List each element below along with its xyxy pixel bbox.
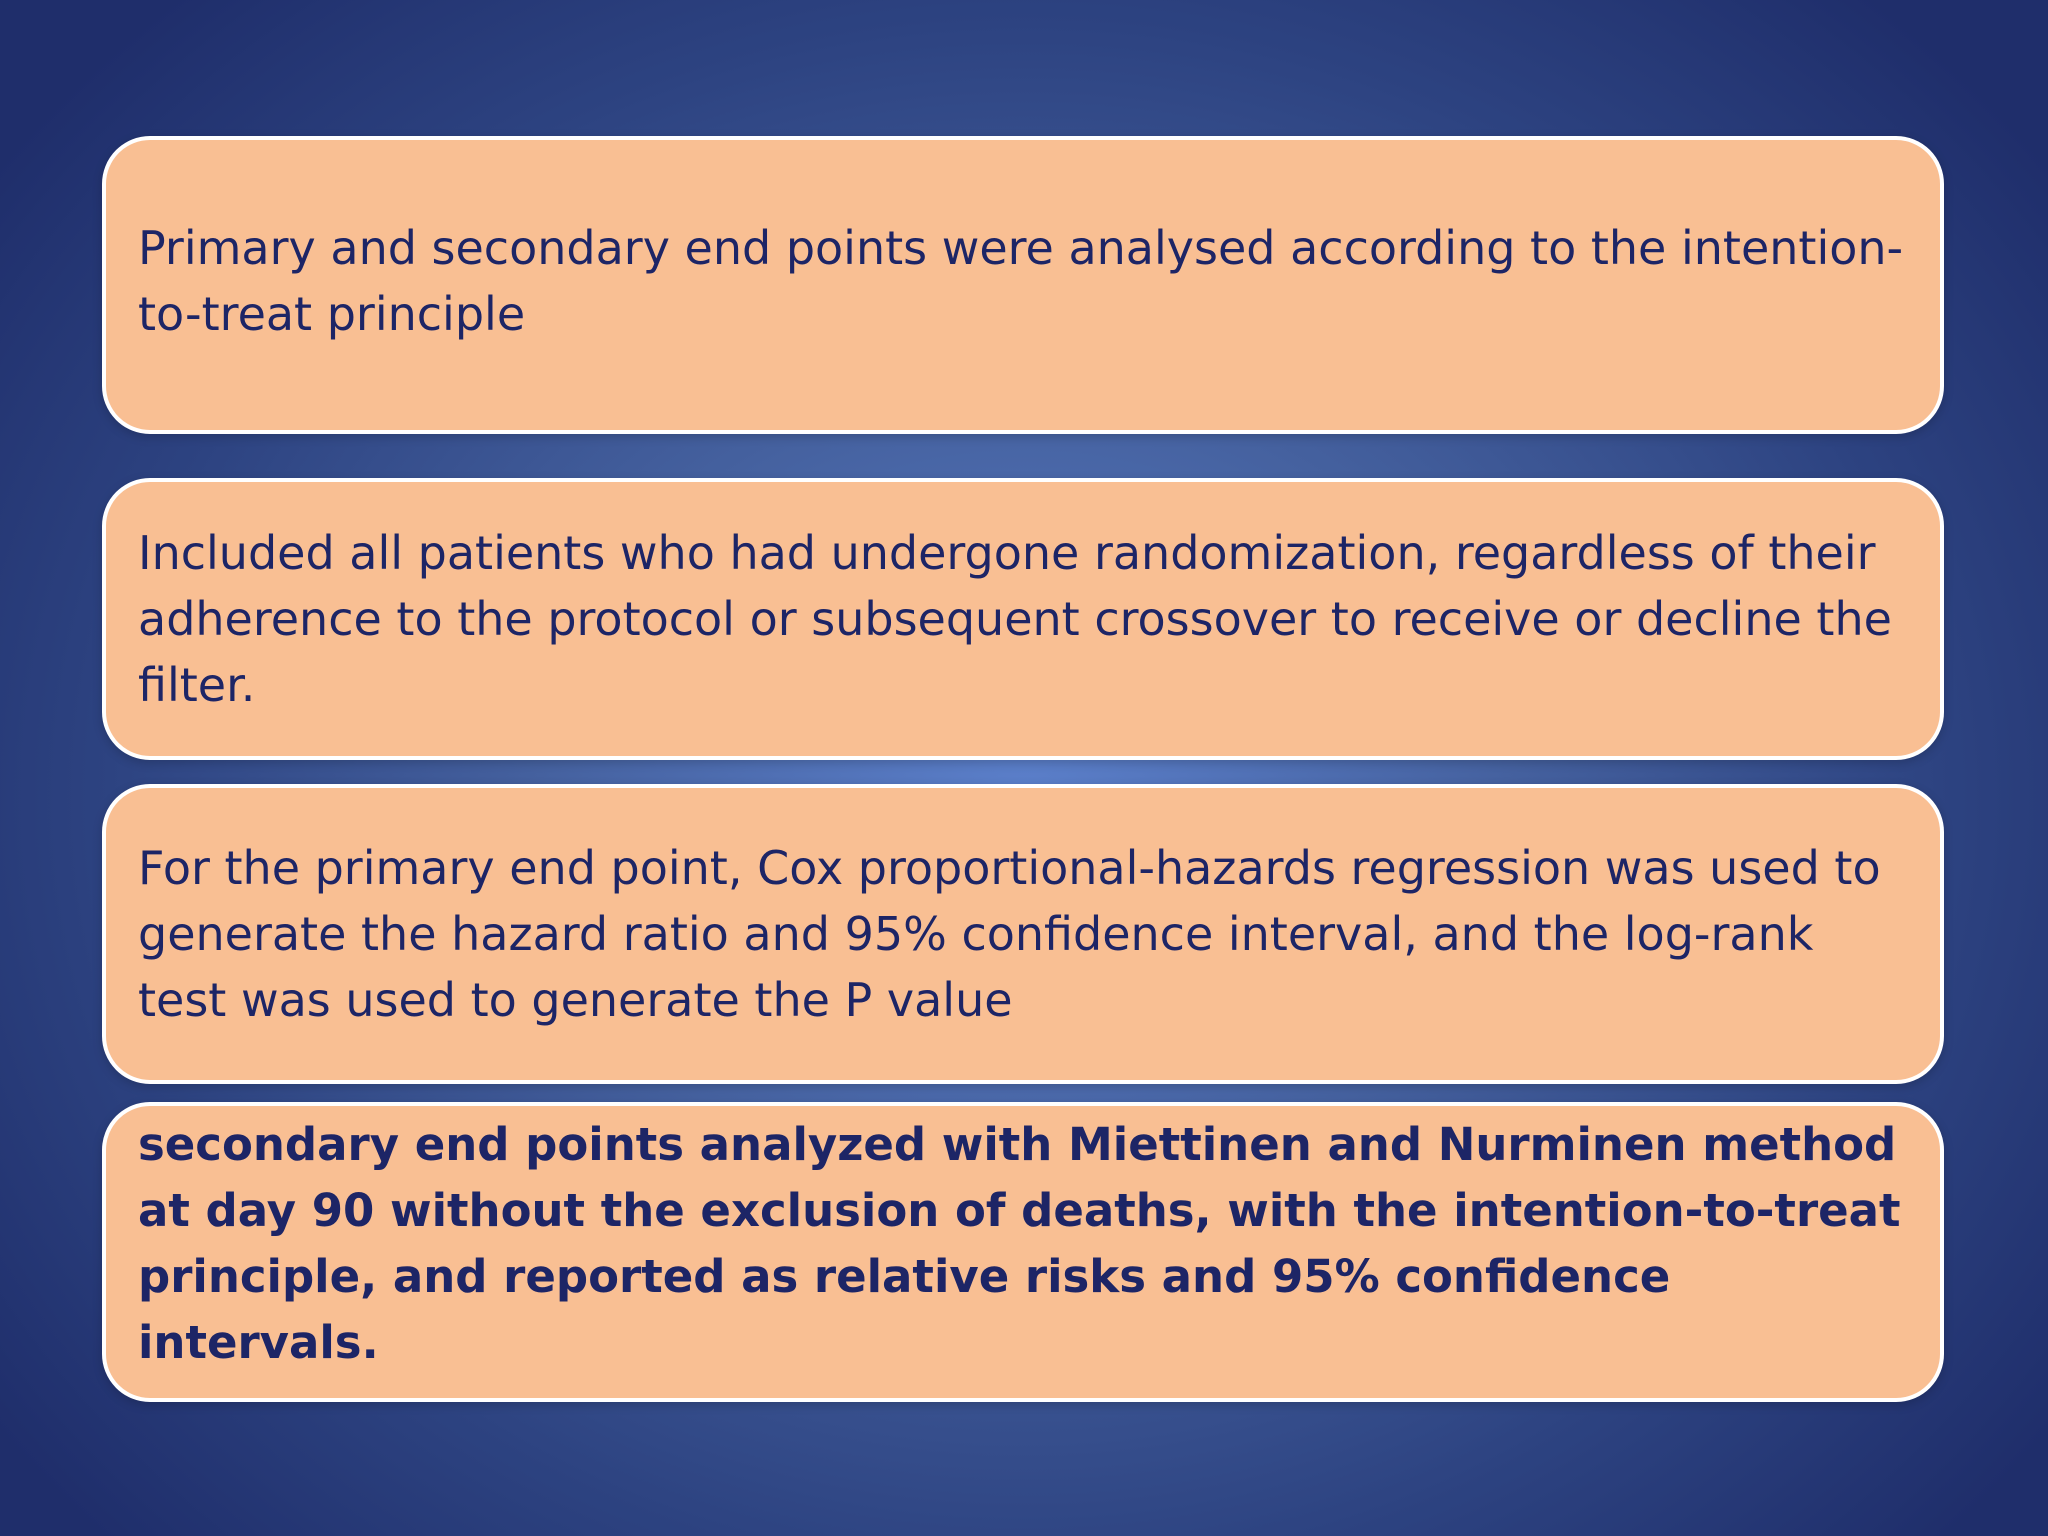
text-box-secondary-end-points — [102, 1102, 1944, 1402]
text-box-randomization — [102, 478, 1944, 760]
box-3-text: For the primary end point, Cox proportional-hazards regression was used to generate the hazard ratio and 95% confidence interval, and the log-rank test was used to generate the P value — [138, 841, 1881, 1027]
text-box-intention-to-treat — [102, 136, 1944, 434]
box-1-text: Primary and secondary end points were analysed according to the intention-to-treat principle — [138, 221, 1904, 341]
box-2-text: Included all patients who had undergone randomization, regardless of their adherence to the protocol or subsequent crossover to receive or decline the filter. — [138, 526, 1892, 712]
text-box-cox-regression — [102, 784, 1944, 1084]
box-4-text: secondary end points analyzed with Miettinen and Nurminen method at day 90 without the exclusion of deaths, with the intention-to-treat principle, and reported as relative risks and 95% confidence intervals. — [138, 1118, 1901, 1369]
